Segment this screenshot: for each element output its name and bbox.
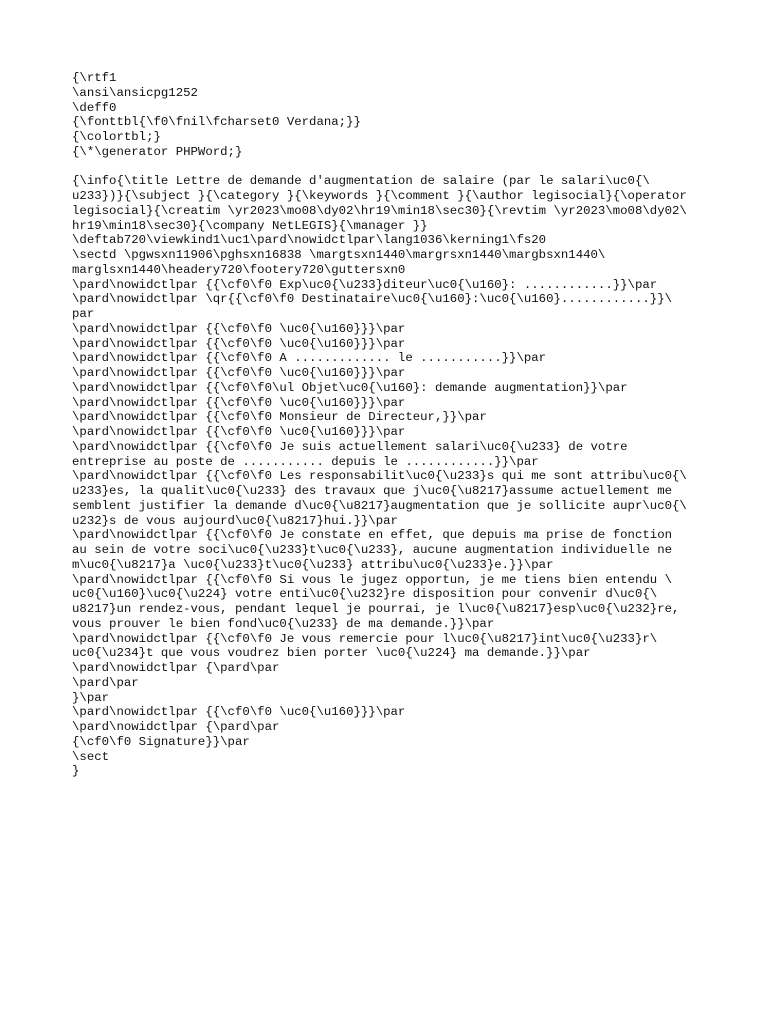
text-line: \pard\nowidctlpar {\pard\par <box>72 720 280 734</box>
text-line: } <box>72 764 80 779</box>
text-line: \sectd \pgwsxn11906\pghsxn16838 \margtsxn1440\margrsxn1440\margbsxn1440\ <box>72 248 606 262</box>
text-line: \deff0 <box>72 100 117 115</box>
text-line: {\rtf1 <box>72 71 117 85</box>
text-line: \pard\nowidctlpar {{\cf0\f0 Je constate en effet, que depuis ma prise de fonction <box>72 528 673 543</box>
text-line: \ansi\ansicpg1252 <box>72 85 198 100</box>
text-line: marglsxn1440\headery720\footery720\guttersxn0 <box>72 262 406 277</box>
text-line: \pard\par <box>72 675 139 690</box>
text-line: \pard\nowidctlpar {{\cf0\f0 \uc0{\u160}}}\par <box>72 321 406 336</box>
text-line: \pard\nowidctlpar {{\cf0\f0 \uc0{\u160}}}\par <box>72 336 406 351</box>
text-line: \deftab720\viewkind1\uc1\pard\nowidctlpar\lang1036\kerning1\fs20 <box>72 233 547 248</box>
text-line: par <box>72 307 95 321</box>
text-line: }\par <box>72 690 110 705</box>
text-line: u8217}un rendez-vous, pendant lequel je pourrai, je l\uc0{\u8217}esp\uc0{\u232}re, <box>72 602 680 616</box>
text-line: \pard\nowidctlpar {\pard\par <box>72 661 280 675</box>
blank-line <box>72 160 702 175</box>
text-line: \pard\nowidctlpar {{\cf0\f0 \uc0{\u160}}}\par <box>72 425 406 439</box>
text-line: {\cf0\f0 Signature}}\par <box>72 734 250 749</box>
text-line: u232}s de vous aujourd\uc0{\u8217}hui.}}\par <box>72 513 398 528</box>
text-line: uc0{\u160}\uc0{\u224} votre enti\uc0{\u232}re disposition pour convenir d\uc0{\ <box>72 587 658 602</box>
text-line: \pard\nowidctlpar {{\cf0\f0 \uc0{\u160}}}\par <box>72 395 406 410</box>
text-line: {\colortbl;} <box>72 130 161 144</box>
text-line: \pard\nowidctlpar {{\cf0\f0 \uc0{\u160}}}\par <box>72 705 406 720</box>
text-line: \sect <box>72 749 110 764</box>
text-line: legisocial}{\creatim \yr2023\mo08\dy02\hr19\min18\sec30}{\revtim \yr2023\mo08\dy02\ <box>72 203 687 218</box>
text-line: \pard\nowidctlpar \qr{{\cf0\f0 Destinataire\uc0{\u160}:\uc0{\u160}............}}\ <box>72 292 673 307</box>
text-line: u233}es, la qualit\uc0{\u233} des travaux que j\uc0{\u8217}assume actuellement me <box>72 484 673 498</box>
text-line: {\fonttbl{\f0\fnil\fcharset0 Verdana;}} <box>72 115 361 130</box>
text-line: entreprise au poste de ........... depuis le ............}}\par <box>72 454 539 469</box>
rtf-source-text <box>72 71 702 779</box>
text-line: m\uc0{\u8217}a \uc0{\u233}t\uc0{\u233} attribu\uc0{\u233}e.}}\par <box>72 557 554 572</box>
text-line: hr19\min18\sec30}{\company NetLEGIS}{\manager }} <box>72 218 428 233</box>
text-line: \pard\nowidctlpar {{\cf0\f0 A ............. le ...........}}\par <box>72 351 547 366</box>
text-line: u233})}{\subject }{\category }{\keywords }{\comment }{\author legisocial}{\operator <box>72 189 687 203</box>
text-line: {\*\generator PHPWord;} <box>72 144 243 159</box>
text-line: \pard\nowidctlpar {{\cf0\f0 Les responsabilit\uc0{\u233}s qui me sont attribu\uc0{\ <box>72 469 687 484</box>
text-line: \pard\nowidctlpar {{\cf0\f0 \uc0{\u160}}}\par <box>72 366 406 380</box>
text-line: \pard\nowidctlpar {{\cf0\f0 Si vous le jugez opportun, je me tiens bien entendu \ <box>72 572 673 587</box>
text-line: \pard\nowidctlpar {{\cf0\f0 Je vous remercie pour l\uc0{\u8217}int\uc0{\u233}r\ <box>72 631 658 646</box>
text-line: \pard\nowidctlpar {{\cf0\f0 Exp\uc0{\u233}diteur\uc0{\u160}: ............}}\par <box>72 277 658 292</box>
text-line: {\info{\title Lettre de demande d'augmentation de salaire (par le salari\uc0{\ <box>72 174 650 189</box>
text-line: au sein de votre soci\uc0{\u233}t\uc0{\u233}, aucune augmentation individuelle ne <box>72 543 673 557</box>
text-line: uc0{\u234}t que vous voudrez bien porter \uc0{\u224} ma demande.}}\par <box>72 646 591 661</box>
text-line: \pard\nowidctlpar {{\cf0\f0 Monsieur de Directeur,}}\par <box>72 410 487 425</box>
text-line: vous prouver le bien fond\uc0{\u233} de ma demande.}}\par <box>72 616 495 631</box>
text-line: \pard\nowidctlpar {{\cf0\f0\ul Objet\uc0{\u160}: demande augmentation}}\par <box>72 380 628 395</box>
text-line: \pard\nowidctlpar {{\cf0\f0 Je suis actuellement salari\uc0{\u233} de votre <box>72 439 628 454</box>
text-line: semblent justifier la demande d\uc0{\u8217}augmentation que je sollicite aupr\uc0{\ <box>72 498 687 513</box>
